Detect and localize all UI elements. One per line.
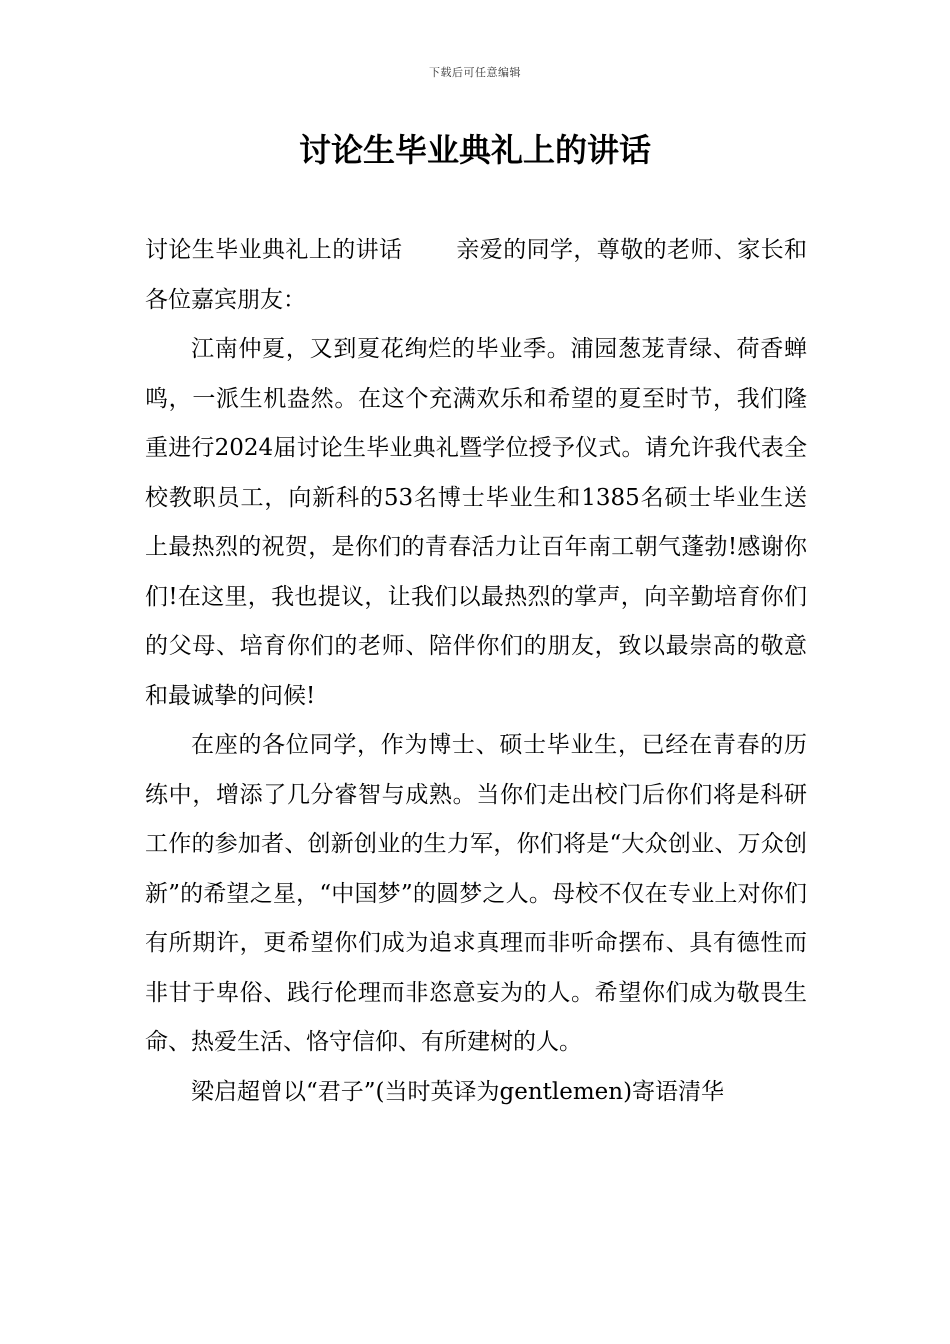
opening-paragraph — [145, 226, 807, 325]
document-body — [145, 226, 807, 1117]
header-note: 下载后可任意编辑 — [429, 66, 521, 79]
body-paragraph-2: 在座的各位同学，作为博士、硕士毕业生，已经在青春的历练中，增添了几分睿智与成熟。当你们走出校门后你们将是科研工作的参加者、创新创业的生力军，你们将是“大众创业、万众创新”的希望之星，“中国梦”的圆梦之人。母校不仅在专业上对你们有所期许，更希望你们成为追求真理而非听命摆布、具有德性而非甘于卑俗、践行伦理而非恣意妄为的人。希望你们成为敬畏生命、热爱生活、恪守信仰、有所建树的人。 — [145, 732, 807, 1055]
salutation: 亲爱的同学，尊敬的老师、家长和各位嘉宾朋友： — [145, 237, 808, 313]
body-paragraph-3: 梁启超曾以“君子”(当时英译为gentlemen)寄语清华 — [191, 1078, 725, 1105]
document-title: 讨论生毕业典礼上的讲话 — [298, 131, 651, 169]
body-paragraph-1: 江南仲夏，又到夏花绚烂的毕业季。浦园葱茏青绿、荷香蝉鸣，一派生机盎然。在这个充满欢乐和希望的夏至时节，我们隆重进行2024届讨论生毕业典礼暨学位授予仪式。请允许我代表全校教职员工，向新科的53名博士毕业生和1385名硕士毕业生送上最热烈的祝贺，是你们的青春活力让百年南工朝气蓬勃!感谢你们!在这里，我也提议，让我们以最热烈的掌声，向辛勤培育你们的父母、培育你们的老师、陪伴你们的朋友，致以最崇高的敬意和最诚挚的问候! — [145, 336, 807, 709]
opening-title: 讨论生毕业典礼上的讲话 — [145, 237, 403, 263]
